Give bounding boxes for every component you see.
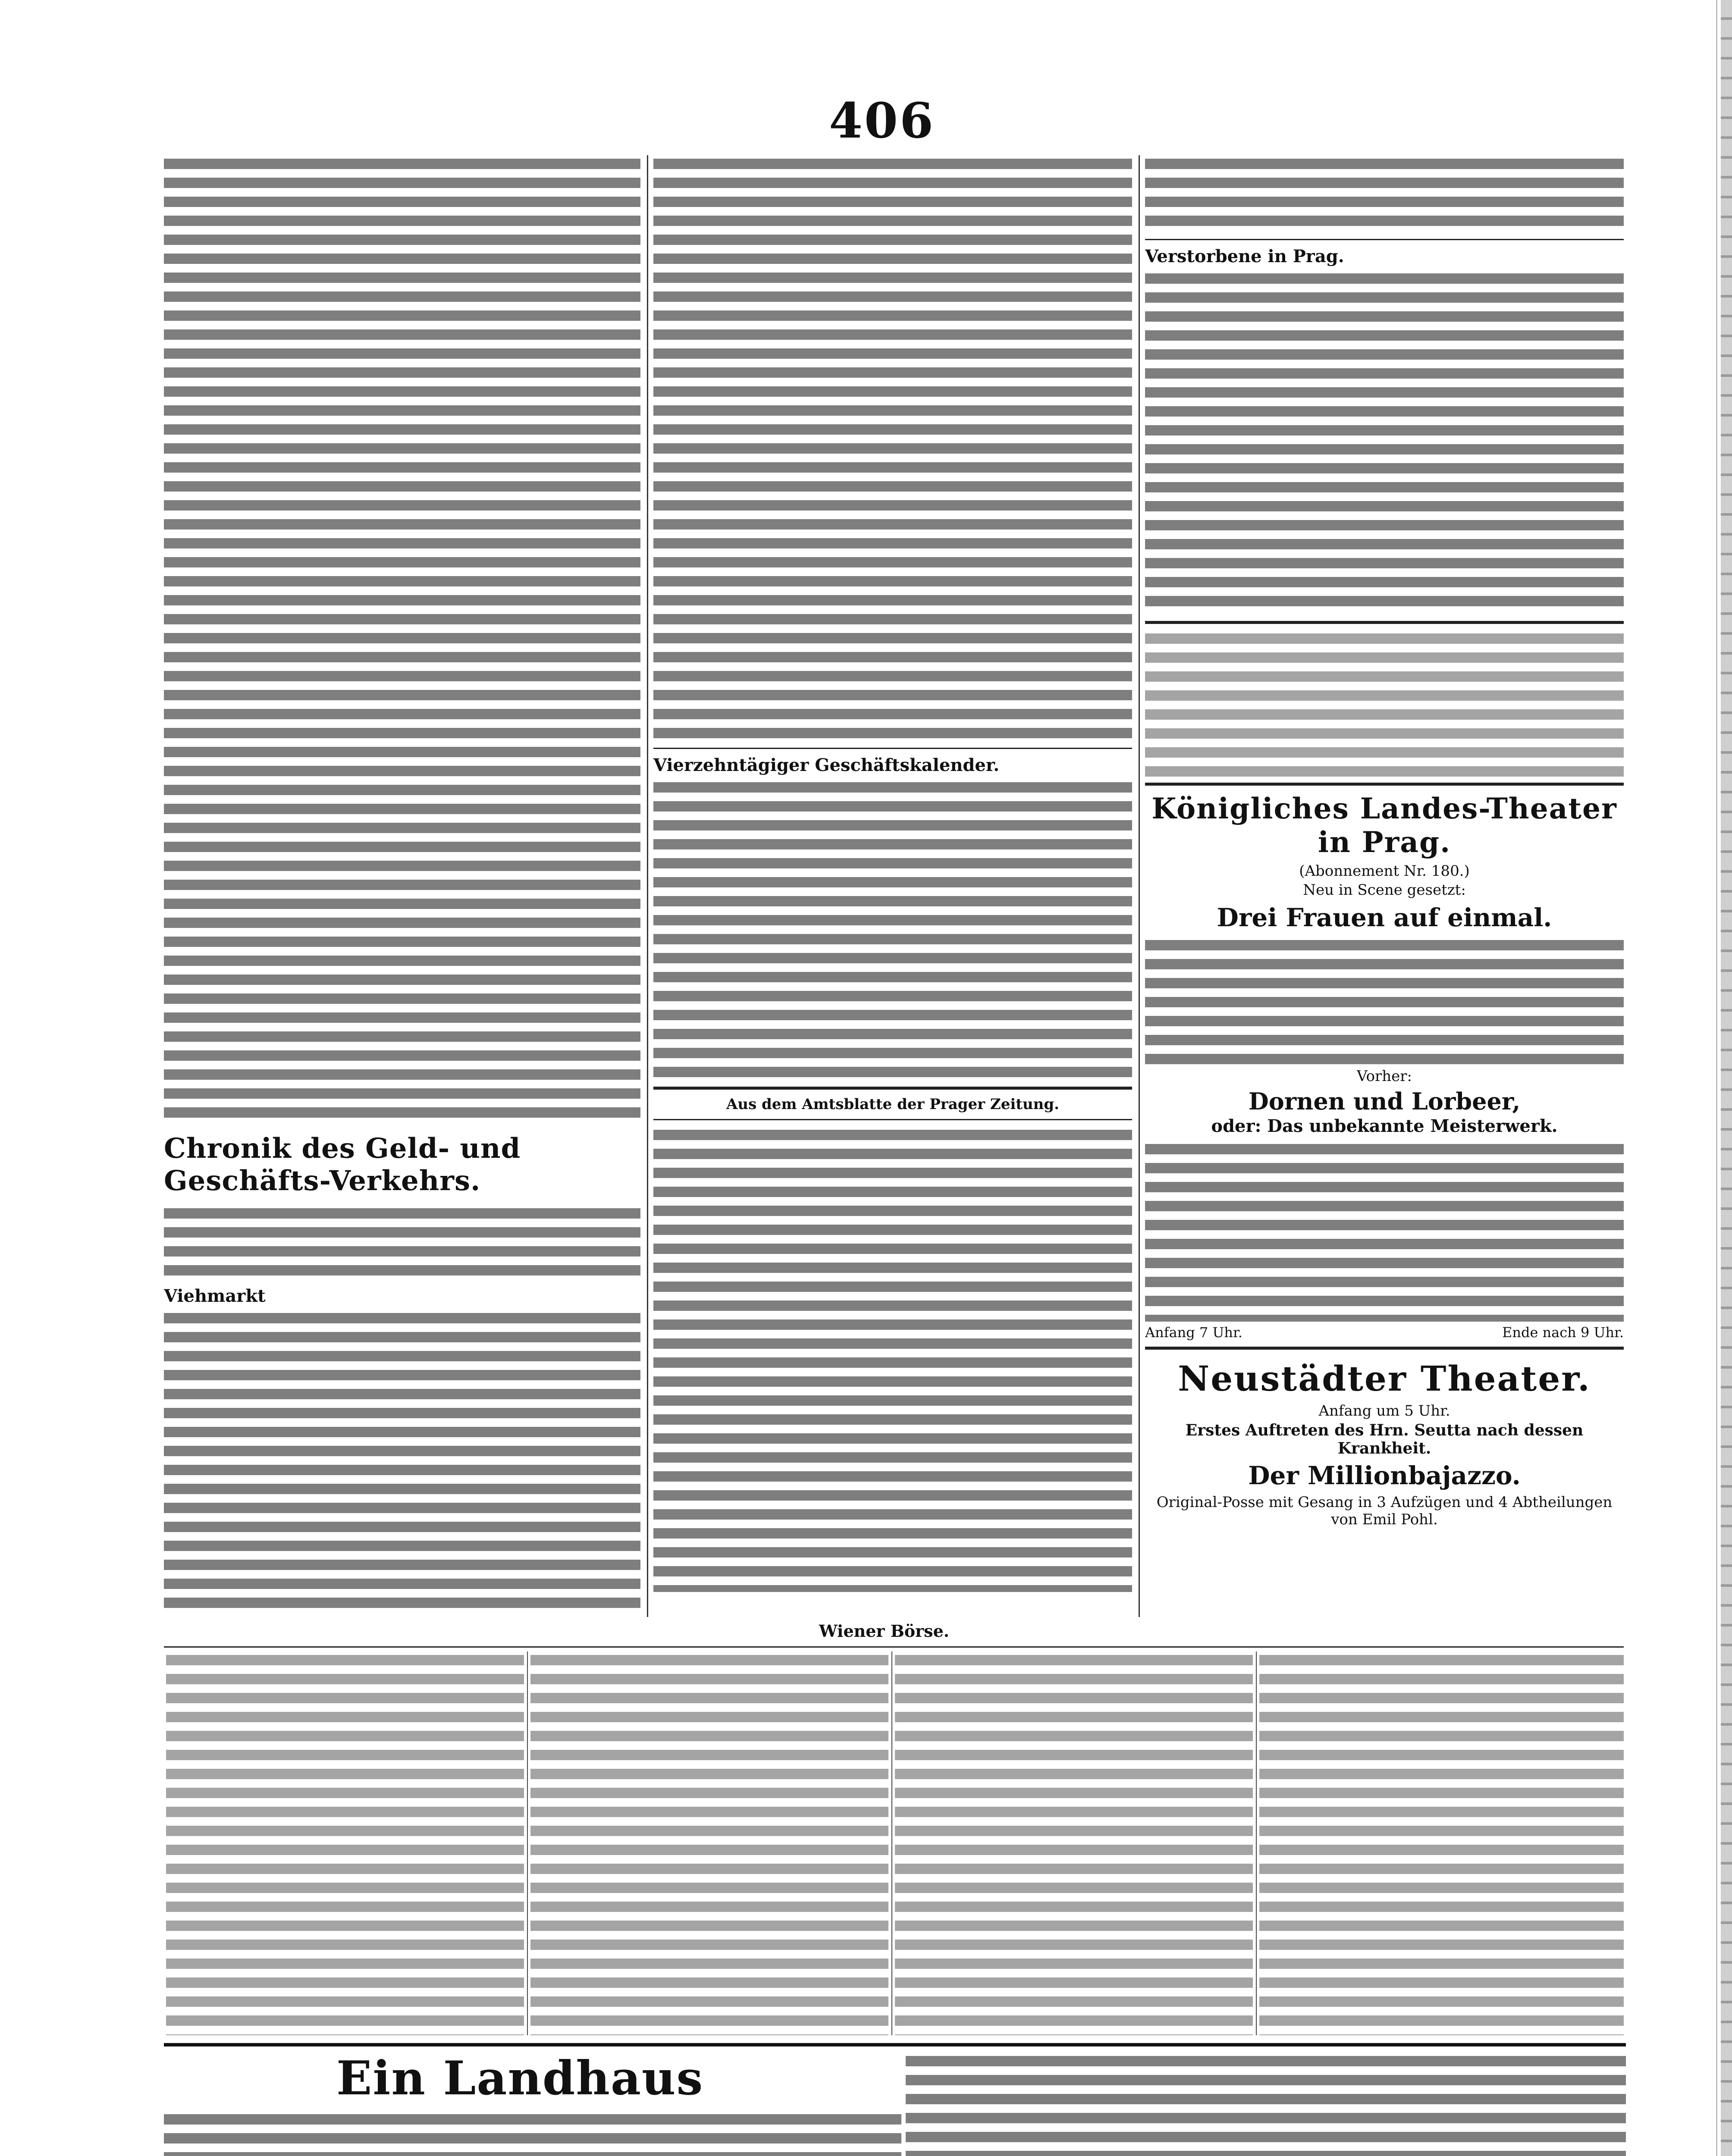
boerse-rates-text (1259, 1651, 1624, 2035)
boerse-table-column (166, 1651, 524, 2040)
viehmarkt-label: Viehmarkt (164, 1286, 266, 1306)
page-number: 406 (829, 93, 935, 149)
column-divider (1139, 155, 1140, 1617)
scan-edge (1721, 0, 1732, 2156)
play-title-2: Dornen und Lorbeer, (1248, 1087, 1521, 1115)
theater-ende: Ende nach 9 Uhr. (1502, 1324, 1624, 1341)
section-divider (1145, 1347, 1624, 1350)
play-title-1: Drei Frauen auf einmal. (1217, 903, 1552, 932)
boerse-rates-text (530, 1651, 888, 2035)
section-heading-verstorbene: Verstorbene in Prag. (1145, 246, 1344, 266)
neustaedter-play: Der Millionbajazzo. (1248, 1461, 1521, 1490)
advertisement-text (906, 2053, 1626, 2156)
boerse-rule (164, 1646, 1624, 1648)
advertisement-lines (164, 2111, 901, 2156)
theater-vorher: Vorher: (1357, 1068, 1412, 1085)
cast-list-text (1145, 937, 1624, 1066)
section-heading-kalender: Vierzehntägiger Geschäftskalender. (653, 755, 1000, 775)
advertisement-text (164, 2111, 901, 2156)
news-article-text (653, 1126, 1132, 1592)
news-article-text (653, 155, 1132, 742)
boerse-divider (891, 1651, 892, 2035)
news-article-text (164, 1205, 640, 1282)
cast-list-text (1145, 1141, 1624, 1322)
news-article-text (653, 779, 1132, 1081)
section-divider (1145, 783, 1624, 786)
boerse-divider (1256, 1651, 1257, 2035)
news-article-text (164, 1310, 640, 1611)
boerse-title: Wiener Börse. (819, 1621, 949, 1641)
theater-title: Königliches Landes-Theater in Prag. (1152, 792, 1617, 859)
boerse-table-column (1259, 1651, 1624, 2040)
news-article-text (1145, 155, 1624, 233)
boerse-table-column (530, 1651, 888, 2040)
weather-report-text (1145, 630, 1624, 777)
section-divider (653, 748, 1132, 749)
theater-abonnement: (Abonnement Nr. 180.) (1299, 862, 1470, 880)
advertisement-title: Ein Landhaus (336, 2051, 704, 2106)
boerse-table-column (895, 1651, 1253, 2040)
column-right (1145, 155, 1624, 1617)
news-article-text (1145, 270, 1624, 615)
scan-edge (1716, 0, 1717, 2156)
section-divider (653, 1087, 1132, 1090)
column-middle (653, 155, 1132, 1617)
news-article-text (164, 155, 640, 1121)
neustaedter-title: Neustädter Theater. (1178, 1358, 1591, 1399)
advertisement-rule (164, 2043, 1626, 2046)
neustaedter-play-sub: Original-Posse mit Gesang in 3 Aufzügen und 4 Abtheilungen von Emil Pohl. (1156, 1494, 1613, 1528)
boerse-divider (527, 1651, 528, 2035)
section-divider (653, 1119, 1132, 1120)
boerse-rates-text (895, 1651, 1253, 2035)
theater-anfang: Anfang 7 Uhr. (1145, 1324, 1243, 1341)
theater-times (1145, 1324, 1624, 1341)
column-divider (647, 155, 648, 1617)
section-divider (1145, 621, 1624, 624)
theater-neu-in-scene: Neu in Scene gesetzt: (1303, 881, 1466, 899)
neustaedter-anfang: Anfang um 5 Uhr. (1318, 1402, 1450, 1420)
section-heading-chronik: Chronik des Geld- und Geschäfts-Verkehrs. (164, 1132, 521, 1197)
advertisement-lines (906, 2053, 1626, 2156)
neustaedter-auftreten: Erstes Auftreten des Hrn. Seutta nach dessen Krankheit. (1185, 1421, 1584, 1457)
column-left (164, 155, 640, 1617)
boerse-rates-text (166, 1651, 524, 2035)
play-subtitle-2: oder: Das unbekannte Meisterwerk. (1211, 1116, 1558, 1136)
section-divider (1145, 239, 1624, 240)
section-heading-amtsblatt: Aus dem Amtsblatte der Prager Zeitung. (726, 1096, 1060, 1113)
